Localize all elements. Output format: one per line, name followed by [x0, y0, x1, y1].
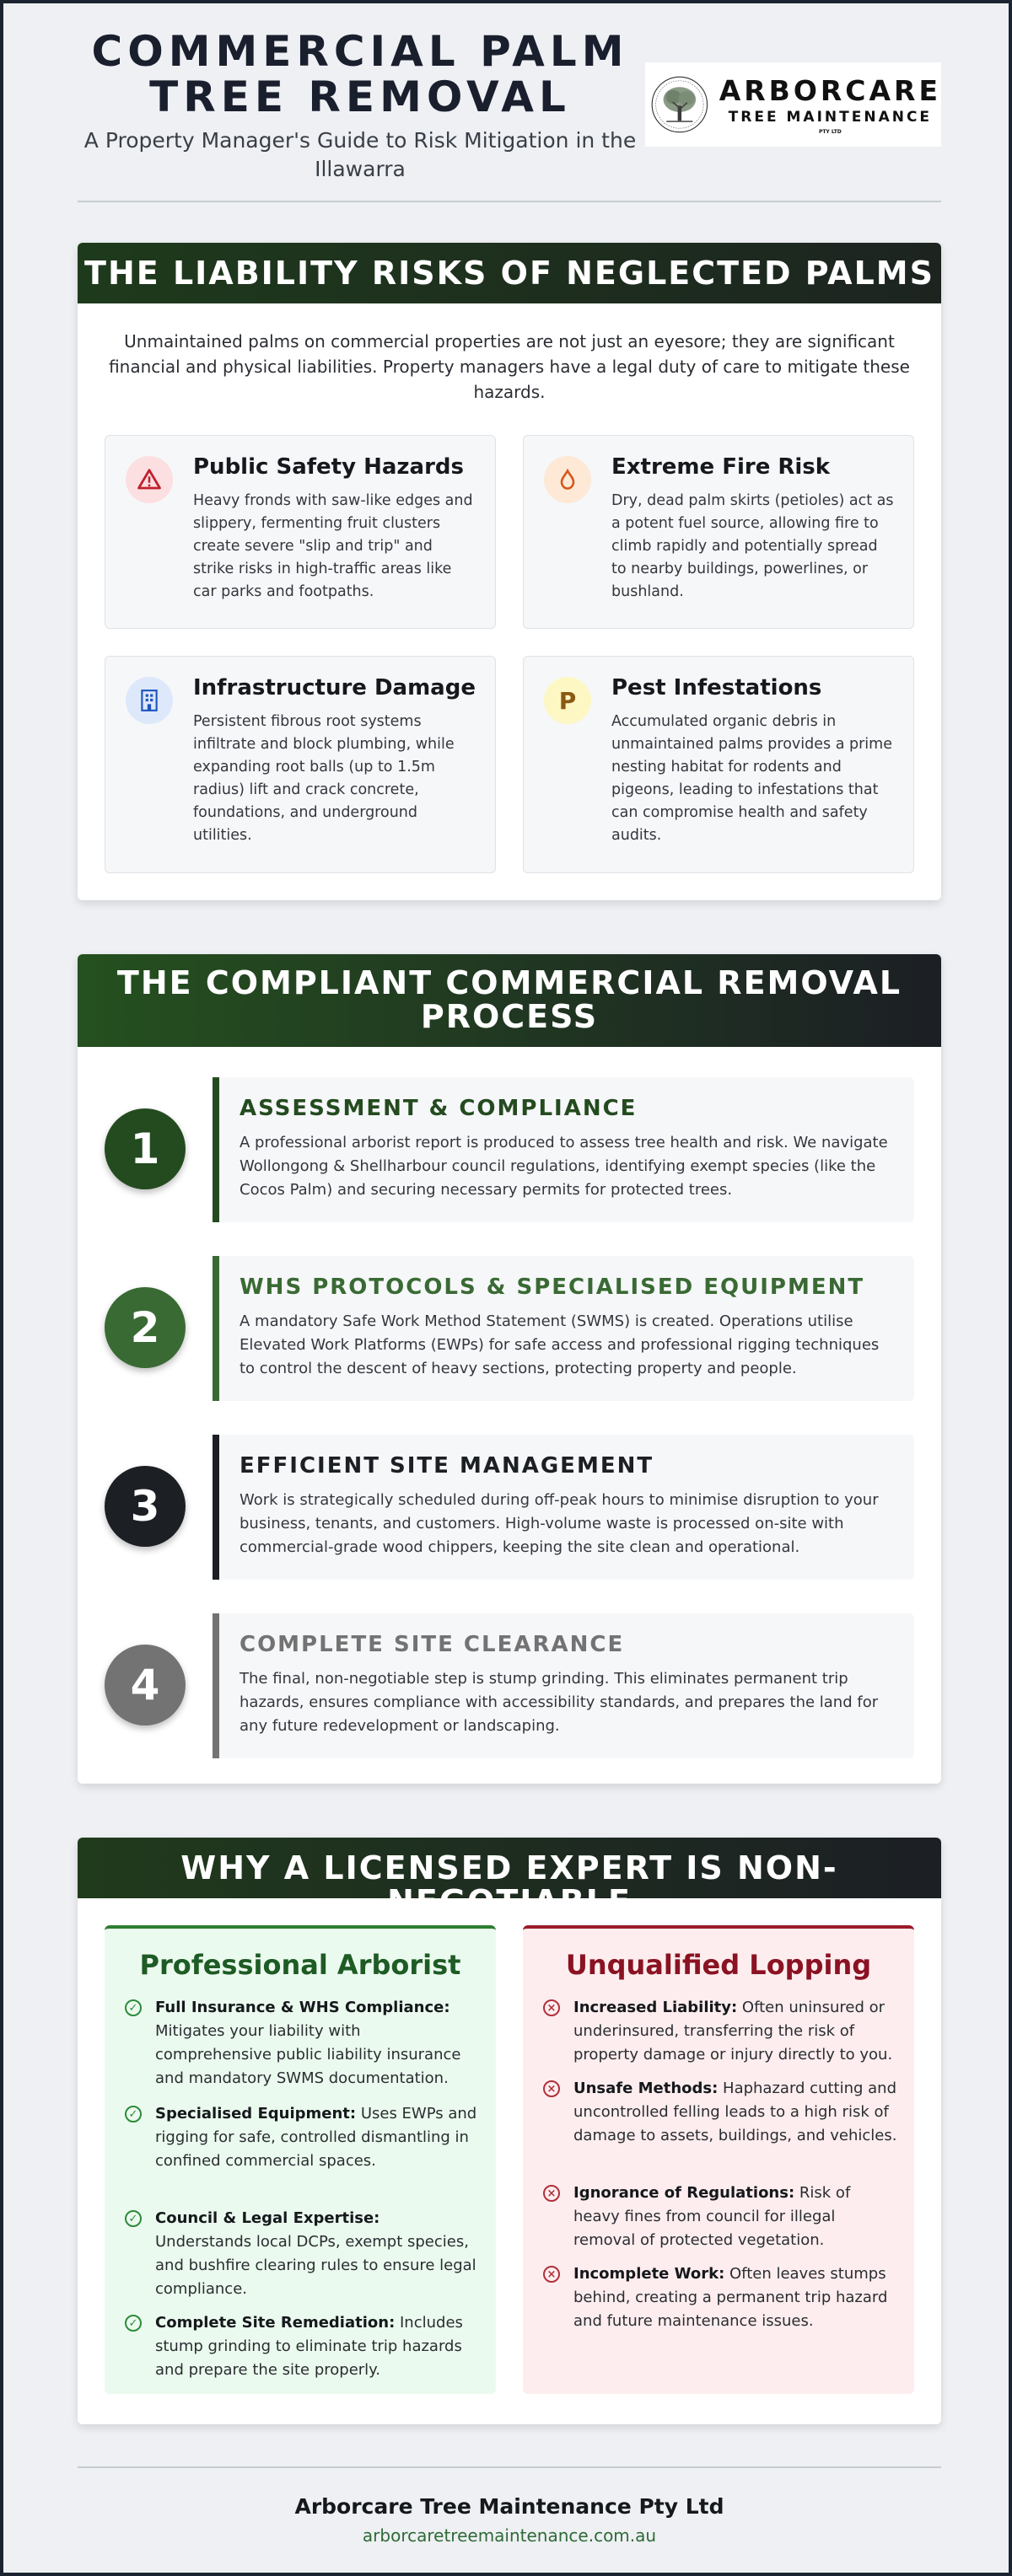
item-text: Risk of heavy fines from council for illegal removal of protected vegetation. — [573, 2184, 851, 2249]
x-circle-icon: × — [543, 2185, 560, 2202]
logo-name: ARBORCARE — [719, 74, 941, 107]
footer-company: Arborcare Tree Maintenance Pty Ltd — [294, 2494, 724, 2519]
page-subtitle: A Property Manager's Guide to Risk Mitigation in the Illawarra — [83, 128, 637, 181]
item-label: Full Insurance & WHS Compliance: — [155, 1999, 450, 2016]
process-section — [78, 954, 941, 1784]
risk-text: Dry, dead palm skirts (petioles) act as a potent fuel source, allowing fire to climb rapidly and potentially spread to nearby buildings, powerlines, or bushland. — [611, 492, 894, 600]
step-title: ASSESSMENT & COMPLIANCE — [240, 1096, 638, 1121]
check-circle-icon: ✓ — [125, 2315, 142, 2332]
compare-heading: WHY A LICENSED EXPERT IS NON-NEGOTIABLE — [78, 1838, 941, 1898]
process-heading — [78, 954, 941, 1047]
title-block — [78, 29, 643, 184]
list-item — [543, 2262, 897, 2333]
check-circle-icon: ✓ — [125, 2210, 142, 2227]
step-card — [213, 1077, 914, 1222]
x-circle-icon: × — [543, 2266, 560, 2283]
list-item — [543, 1996, 897, 2067]
risk-card-infrastructure — [105, 656, 496, 873]
compare-section — [78, 1838, 941, 2424]
risk-text: Heavy fronds with saw-like edges and slippery, fermenting fruit clusters create severe "slip and trip" and strike risks in high-traffic areas like car parks and footpaths. — [193, 492, 473, 600]
logo-subtitle: TREE MAINTENANCE — [728, 109, 933, 126]
list-item — [125, 2207, 479, 2301]
pest-icon-glyph: P — [558, 686, 577, 715]
list-item — [125, 2311, 479, 2382]
list-item — [543, 2182, 897, 2252]
logo-text — [719, 74, 941, 135]
item-label: Complete Site Remediation: — [155, 2314, 396, 2332]
item-text: Mitigates your liability with comprehensive public liability insurance and mandatory SWMS documentation. — [155, 2022, 461, 2087]
liability-intro: Unmaintained palms on commercial properties are not just an eyesore; they are significant financial and physical liabilities. Property managers have a legal duty of care to mitigate these hazards. — [109, 331, 910, 402]
list-item — [543, 2077, 897, 2148]
step-number: 2 — [105, 1287, 186, 1368]
professional-arborist-column — [105, 1925, 496, 2394]
step-title: COMPLETE SITE CLEARANCE — [240, 1632, 625, 1657]
step-title: WHS PROTOCOLS & SPECIALISED EQUIPMENT — [240, 1275, 865, 1300]
risk-title: Infrastructure Damage — [193, 675, 476, 700]
list-item — [125, 1996, 479, 2090]
page-title-line1: COMMERCIAL PALM — [91, 27, 629, 76]
footer-website-link[interactable]: arborcaretreemaintenance.com.au — [362, 2525, 657, 2546]
flame-icon — [544, 456, 591, 503]
liability-section — [78, 243, 941, 900]
process-heading-line2: PROCESS — [420, 998, 599, 1035]
risk-card-fire — [523, 435, 914, 629]
step-text: Work is strategically scheduled during off-peak hours to minimise disruption to your business, tenants, and customers. High-volume waste is processed on-site with commercial-grade wood chippers, keeping the site clean and operational. — [240, 1491, 879, 1556]
item-text: Haphazard cutting and uncontrolled felling leads to a high risk of damage to assets, buildings, and vehicles. — [573, 2080, 897, 2144]
page-header — [78, 27, 941, 181]
risk-title: Pest Infestations — [611, 675, 822, 700]
step-number: 4 — [105, 1645, 186, 1725]
footer-divider — [78, 2466, 941, 2468]
x-circle-icon: × — [543, 2080, 560, 2097]
risk-card-public-safety — [105, 435, 496, 629]
column-title: Professional Arborist — [139, 1949, 461, 1981]
pest-icon — [544, 677, 591, 724]
check-circle-icon: ✓ — [125, 2106, 142, 2123]
warning-icon — [126, 456, 173, 503]
item-text: Understands local DCPs, exempt species, and bushfire clearing rules to ensure legal compliance. — [155, 2233, 476, 2298]
column-title: Unqualified Lopping — [565, 1949, 872, 1981]
item-label: Unsafe Methods: — [573, 2080, 719, 2097]
liability-heading: THE LIABILITY RISKS OF NEGLECTED PALMS — [78, 243, 941, 303]
item-text: Includes stump grinding to eliminate trip hazards and prepare the site properly. — [155, 2314, 463, 2379]
page-title-line2: TREE REMOVAL — [149, 72, 571, 121]
step-card — [213, 1435, 914, 1580]
item-label: Incomplete Work: — [573, 2265, 725, 2283]
step-text: A professional arborist report is produced to assess tree health and risk. We navigate Wollongong & Shellharbour council regulations, identifying exempt species (like the Cocos Palm) and securing necessary permits for protected trees. — [240, 1134, 888, 1199]
item-label: Increased Liability: — [573, 1999, 738, 2016]
list-item — [125, 2102, 479, 2173]
step-text: A mandatory Safe Work Method Statement (SWMS) is created. Operations utilise Elevated Work Platforms (EWPs) for safe access and professional rigging techniques to control the descent of heavy sections, protecting property and people. — [240, 1312, 880, 1377]
header-divider — [78, 201, 941, 202]
risk-text: Accumulated organic debris in unmaintained palms provides a prime nesting habitat for rodents and pigeons, leading to infestations that can compromise health and safety audits. — [611, 713, 892, 844]
item-label: Specialised Equipment: — [155, 2105, 357, 2123]
risk-title: Extreme Fire Risk — [611, 454, 831, 480]
risk-text: Persistent fibrous root systems infiltrate and block plumbing, while expanding root balls (up to 1.5m radius) lift and crack concrete, foundations, and underground utilities. — [193, 713, 455, 844]
unqualified-lopping-column — [523, 1925, 914, 2394]
risk-card-pest — [523, 656, 914, 873]
item-label: Council & Legal Expertise: — [155, 2209, 380, 2227]
check-circle-icon: ✓ — [125, 1999, 142, 2016]
tree-emblem-icon — [645, 62, 714, 147]
x-circle-icon: × — [543, 1999, 560, 2016]
step-card — [213, 1613, 914, 1758]
building-icon — [126, 677, 173, 724]
item-text: Uses EWPs and rigging for safe, controlled dismantling in confined commercial spaces. — [155, 2105, 477, 2170]
item-text: Often uninsured or underinsured, transferring the risk of property damage or injury directly to you. — [573, 1999, 893, 2063]
item-label: Ignorance of Regulations: — [573, 2184, 795, 2202]
item-text: Often leaves stumps behind, creating a permanent trip hazard and future maintenance issues. — [573, 2265, 888, 2330]
step-number: 3 — [105, 1466, 186, 1547]
step-text: The final, non-negotiable step is stump grinding. This eliminates permanent trip hazards, ensures compliance with accessibility standards, and prepares the land for any future redevelopment or landscaping. — [240, 1670, 879, 1735]
logo-pty: PTY LTD — [818, 129, 842, 135]
step-number: 1 — [105, 1108, 186, 1189]
step-title: EFFICIENT SITE MANAGEMENT — [240, 1453, 654, 1479]
risk-title: Public Safety Hazards — [193, 454, 465, 480]
step-card — [213, 1256, 914, 1401]
company-logo — [645, 62, 941, 147]
process-heading-line1: THE COMPLIANT COMMERCIAL REMOVAL — [116, 964, 902, 1001]
